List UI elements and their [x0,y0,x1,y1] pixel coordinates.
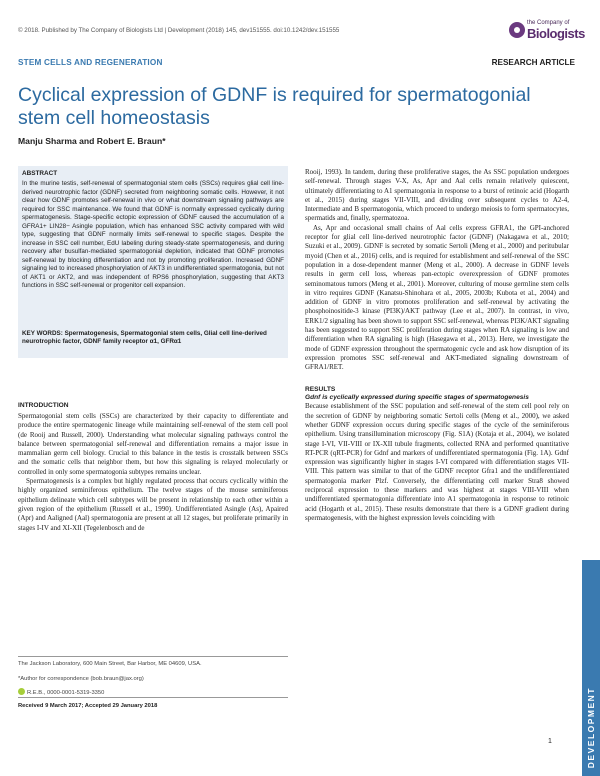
body-paragraph: As, Apr and occasional small chains of Aal cells express GFRA1, the GPI-anchored receptor for glial cell line-derived neurotrophic factor (GDNF) (Nakagawa et al., 2010; Suzuki et al., 2009). GDNF is secreted by somatic Sertoli (Meng et al., 2000) and peritubular myoid (Chen et al., 2016) cells, and is required for establishment and self-renewal of the SSC population in a dose-dependent manner (Meng et al., 2000). A decrease in GDNF levels results in germ cell loss, whereas pan-ectopic overexpression of GDNF promotes seminomatous tumors (Meng et al., 2001). Moreover, culturing of mouse germline stem cells in vitro requires GDNF (Kanatsu-Shinohara et al., 2005, 2003b; Kubota et al., 2004) and addition of GDNF in vitro promotes proliferation and self-renewal by activating the phosphoinositide-3 kinase (PI3K)/AKT pathway (Lee et al., 2007). In contrast, in vivo, ERK1/2 signaling has been shown to support SSC self-renewal, whereas PI3K/AKT signaling has been suggested to support SSC proliferation during stages when RA signaling is low and differentiation when RA signaling is high (Hasegawa et al., 2013). Here, we investigate the mode of GDNF expression throughout the spermatogenic cycle and ask how disruption of its expression promotes SSC self-renewal and AKT-mediated signaling downstream of GFRA1/RET. [305,223,569,372]
logo-text-bottom: Biologists [527,26,585,41]
section-label: STEM CELLS AND REGENERATION [18,58,163,67]
page-number: 1 [548,738,552,745]
introduction-heading: INTRODUCTION [18,402,69,409]
body-paragraph: Because establishment of the SSC population and self-renewal of the stem cell pool rely on the secretion of GDNF by neighboring somatic Sertoli cells (Meng et al., 2000), we asked whether GDNF expression occurs during specific stages of the cycle of the seminiferous epithelium. Using transillumination microscopy (Fig. S1A) (Kotaja et al., 2004), we isolated stage I-VI, VII-VIII or IX-XII tubule fragments, collected RNA and performed quantitative RT-PCR (qRT-PCR) for Gdnf and markers of undifferentiated spermatogonia (Fig. 1A). Gdnf expression was significantly higher in stages I-VI compared with differentiation stages VII-VIII. This pattern was similar to that of the GDNF receptor Gfra1 and the undifferentiated spermatogonia marker Plzf. Conversely, the differentiating cell marker Stra8 showed reciprocal expression to these markers and was highest at stages VIII-VIII when undifferentiated spermatogonia differentiate into A1 spermatogonia in response to retinoic acid (Hogarth et al., 2015). These results demonstrate that there is a GDNF gradient during spermatogenesis, with the highest expression levels coinciding with [305,402,569,522]
publisher-logo [505,18,585,44]
body-paragraph: Rooij, 1993). In tandem, during these proliferative stages, the As SSC population undergoes self-renewal. Through stages V-X, As, Apr and Aal cells remain relatively quiescent, ultimately differentiating to A1 spermatogonia in response to a burst of retinoic acid (Hogarth et al., 2015) during stages VII-VIII, and dividing over subsequent cycles to A2-4, Intermediate and B spermatogonia, which proceed to undergo meiosis to form spermatocytes, spermatids and, finally, spermatozoa. [305,168,569,223]
intro-paragraph: Spermatogenesis is a complex but highly regulated process that occurs cyclically within the highly organized seminiferous epithelium. The twelve stages of the mouse seminiferous epithelium delineate which cell subtypes will be present in relationship to each other within a given region of the epithelium (Russell et al., 1990). Undifferentiated Asingle (As), Apaired (Apr) and Aaligned (Aal) spermatogonia are present at all 12 stages, but proliferate primarily in stages I-IV and XI-XII (Tegelenbosch and de [18,477,288,532]
intro-paragraph: Spermatogonial stem cells (SSCs) are characterized by their capacity to differentiate and produce the entire spermatogenic lineage while maintaining self-renewal of the stem cell pool (de Rooij and Russell, 2000). Understanding what molecular signaling pathways control the balance between spermatogonial self-renewal and differentiation remains a major issue in mammalian germ cell biology. Crucial to this balance in the testis is crosstalk between SSCs and the somatic cells that neighbor them, but how this signaling is relayed molecularly or controlled in only some spermatogonia subtypes remains unclear. [18,412,288,476]
received-dates: Received 9 March 2017; Accepted 29 January 2018 [18,703,158,709]
correspondence: *Author for correspondence (bob.braun@jax.org) [18,676,144,682]
journal-sidebar [582,560,600,776]
orcid-icon [18,688,25,695]
orcid-line[interactable] [18,688,104,696]
abstract-heading: ABSTRACT [22,170,58,177]
results-subheading: Gdnf is cyclically expressed during specific stages of spermatogenesis [305,393,529,401]
affiliation: The Jackson Laboratory, 600 Main Street, Bar Harbor, ME 04609, USA. [18,661,202,667]
article-type: RESEARCH ARTICLE [491,58,575,67]
received-divider [18,697,288,698]
right-column [305,168,569,523]
logo-text-top: the Company of [527,20,570,26]
article-title: Cyclical expression of GDNF is required for spermatogonial stem cell homeostasis [18,84,531,129]
abstract-text: In the murine testis, self-renewal of spermatogonial stem cells (SSCs) requires glial cell line-derived neurotrophic factor (GDNF) secreted from neighboring somatic cells. However, it not clear how GDNF promotes self-renewal in vivo or what downstream signaling pathways are required for SSC maintenance. We found that GDNF is normally expressed cyclically during spermatogenesis. Stage-specific ectopic expression of GDNF caused the accumulation of a GFRA1+ LIN28− Asingle population, which has enhanced SSC activity compared with wild type, suggesting that GDNF normally limits self-renewal to specific stages. Despite the increase in SSC cell number, EdU labeling during steady-state spermatogenesis, and during recovery after busulfan-mediated spermatogonial depletion, indicated that GDNF promotes self-renewal by blocking differentiation and not by promoting proliferation. Increased GDNF signaling led to increased phosphorylation of AKT3 in undifferentiated spermatogonia, but not of AKT1 or AKT2, and was independent of RPS6 phosphorylation, suggesting that AKT3 functions in SSC self-renewal or progenitor cell expansion. [22,180,284,289]
author-list: Manju Sharma and Robert E. Braun* [18,136,166,146]
introduction-body [18,412,288,533]
keywords: KEY WORDS: Spermatogenesis, Spermatogonial stem cells, Glial cell line-derived neurotrophic factor, GDNF family receptor α1, GFRα1 [22,330,267,345]
logo-mark-inner [514,27,520,33]
results-heading: RESULTS [305,385,336,393]
journal-sidebar-label: DEVELOPMENT [586,686,596,768]
journal-citation-line: © 2018. Published by The Company of Biologists Ltd | Development (2018) 145, dev151555. doi:10.1242/dev.151555 [18,27,340,34]
orcid-text[interactable]: R.E.B., 0000-0001-5319-3350 [27,690,105,696]
footnote-divider [18,656,288,657]
